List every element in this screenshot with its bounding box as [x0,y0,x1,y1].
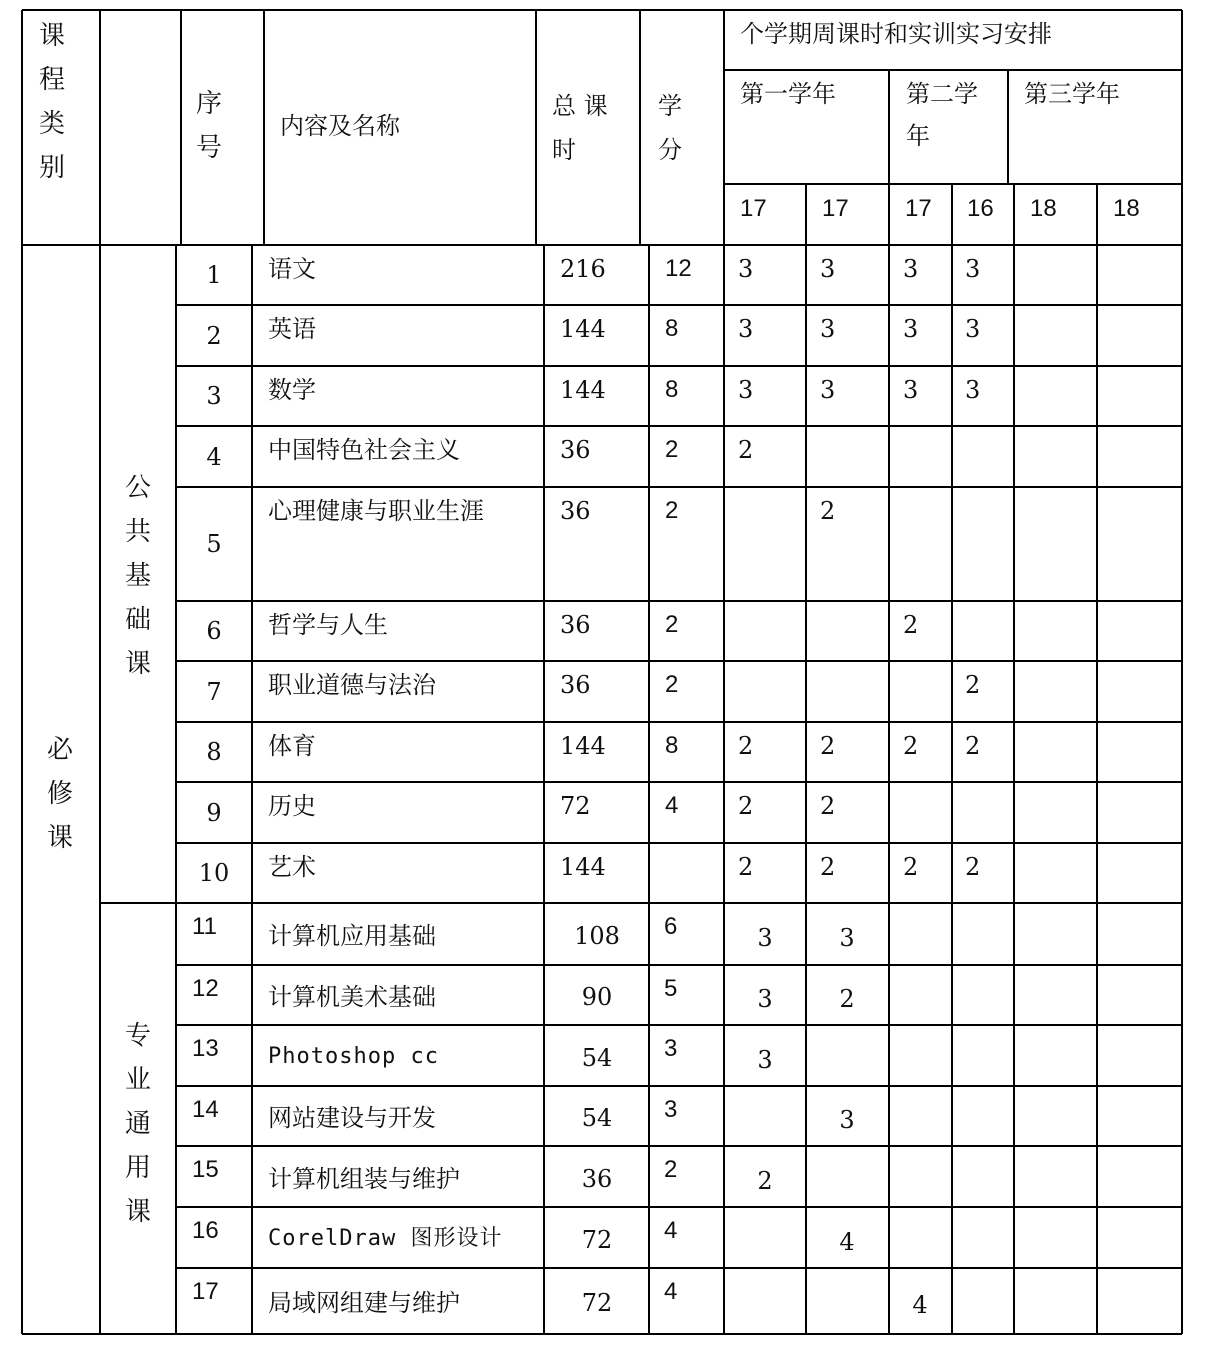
grid-line [176,1145,1182,1147]
credits: 5 [664,975,678,1002]
grid-line [1096,184,1098,245]
total-hours: 36 [560,497,591,525]
semester-hours: 3 [965,376,981,404]
semester-hours: 3 [820,315,836,343]
grid-line [176,1024,1182,1026]
semester-hours: 2 [820,732,836,760]
total-hours: 54 [581,1104,613,1132]
row-number: 12 [192,975,219,1002]
year3-header: 第三学年 [1024,80,1120,108]
row-number: 13 [192,1035,219,1062]
grid-line [176,486,1182,488]
grid-line [1096,245,1098,1334]
credits: 8 [665,732,679,759]
course-name: 中国特色社会主义 [268,436,460,464]
grid-line [176,425,1182,427]
semester-hours: 2 [820,853,836,881]
week-count: 17 [740,195,767,222]
semester-hours: 3 [903,255,919,283]
total-hours: 54 [581,1043,613,1072]
grid-line [21,10,23,1334]
semester-hours: 3 [757,1045,773,1074]
semester-hours: 2 [965,853,981,881]
semester-hours: 3 [757,985,773,1013]
row-number: 2 [206,321,222,350]
grid-line [176,1267,1182,1269]
total-hours: 36 [581,1164,613,1193]
credits: 4 [664,1217,678,1244]
course-name: 历史 [268,792,316,820]
row-number: 3 [206,382,222,410]
grid-line [723,10,725,245]
credits: 2 [665,611,679,638]
row-number: 1 [206,261,222,289]
semester-hours: 3 [839,1106,855,1134]
credits: 4 [664,1278,678,1305]
semester-hours: 2 [903,611,919,639]
semester-hours: 3 [820,255,836,283]
course-name: 体育 [268,732,316,760]
grid-line [951,245,953,1334]
course-name: 计算机美术基础 [268,983,436,1011]
row-number: 4 [206,442,222,471]
semester-hours: 2 [903,732,919,760]
total-hours: 72 [581,1225,613,1254]
semester-hours: 3 [965,315,981,343]
semester-hours: 3 [738,255,754,283]
grid-line [175,245,177,1334]
grid-line [805,245,807,1334]
grid-line [888,70,890,245]
credits: 8 [665,315,679,342]
grid-line [99,245,101,1334]
course-name: 网站建设与开发 [268,1104,436,1132]
grid-line [176,1206,1182,1208]
credits: 12 [665,255,692,282]
hours-header-2: 时 [552,136,576,164]
row-number: 7 [206,677,222,706]
semester-hours: 2 [965,671,981,699]
grid-line [1007,70,1009,184]
semester-hours: 3 [757,924,773,952]
total-hours: 216 [560,255,606,283]
credits-header: 学 [658,92,682,120]
credits: 6 [664,913,678,940]
row-number: 8 [206,738,222,766]
course-name: 语文 [268,255,316,283]
semester-hours: 3 [965,255,981,283]
grid-line [888,245,890,1334]
semester-hours: 2 [839,985,855,1013]
semester-hours: 2 [820,497,836,525]
credits: 4 [665,792,679,819]
grid-line [99,10,101,245]
category-header: 课 程 类 别 [38,21,65,183]
credits: 2 [664,1156,678,1183]
total-hours: 36 [560,611,591,639]
grid-line [724,183,1182,185]
semester-hours: 3 [738,376,754,404]
row-number: 11 [192,913,217,940]
semester-hours: 4 [839,1227,855,1256]
course-name: 数学 [268,376,316,404]
semester-hours: 2 [738,732,754,760]
total-hours: 144 [560,853,606,881]
grid-line [1181,10,1183,1334]
semester-hours: 2 [738,853,754,881]
course-name: CorelDraw 图形设计 [268,1225,503,1251]
credits: 2 [665,671,679,698]
week-count: 17 [905,195,932,222]
course-name: 哲学与人生 [268,611,388,639]
grid-line [180,10,182,245]
grid-line [22,1333,1182,1335]
total-hours: 72 [560,792,591,820]
row-number: 9 [206,798,222,827]
hours-header: 总 课 [552,92,608,120]
grid-line [176,600,1182,602]
professional-general-group-label: 专 业 通 用 课 [124,1021,151,1227]
credits: 2 [665,497,679,524]
grid-line [176,660,1182,662]
week-count: 16 [967,195,994,222]
semester-hours: 3 [839,924,855,952]
semester-hours: 2 [738,436,754,464]
row-number: 16 [192,1217,219,1244]
credits: 8 [665,376,679,403]
course-name: 心理健康与职业生涯 [268,497,484,525]
semester-hours: 2 [757,1166,773,1195]
course-name: 艺术 [268,853,316,881]
week-count: 18 [1030,195,1057,222]
schedule-title: 个学期周课时和实训实习安排 [740,20,1052,48]
semester-hours: 4 [912,1291,928,1319]
row-number: 5 [206,530,222,558]
name-header: 内容及名称 [280,112,400,140]
grid-line [22,244,1182,246]
number-header: 序 号 [195,89,222,163]
year2-header: 第二学 [906,80,978,108]
grid-line [176,365,1182,367]
credits-header-2: 分 [658,136,682,164]
public-basic-group-label: 公 共 基 础 课 [124,473,151,679]
year2-header-2: 年 [906,122,930,150]
grid-line [543,245,545,1334]
course-name: 计算机应用基础 [268,922,436,950]
category-label: 必 修 课 [46,735,73,853]
total-hours: 36 [560,436,591,464]
grid-line [535,10,537,245]
semester-hours: 2 [820,792,836,820]
course-name: 英语 [268,315,316,343]
grid-line [176,781,1182,783]
year1-header: 第一学年 [740,80,836,108]
grid-line [176,842,1182,844]
semester-hours: 3 [903,315,919,343]
semester-hours: 3 [903,376,919,404]
course-name: Photoshop cc [268,1043,439,1069]
week-count: 17 [822,195,849,222]
grid-line [724,69,1182,71]
semester-hours: 2 [903,853,919,881]
week-count: 18 [1113,195,1140,222]
total-hours: 144 [560,732,606,760]
grid-line [176,304,1182,306]
grid-line [176,902,1182,904]
course-name: 计算机组装与维护 [268,1164,460,1193]
row-number: 10 [198,859,230,887]
total-hours: 90 [581,983,613,1011]
credits: 3 [664,1035,678,1062]
grid-line [100,902,176,904]
total-hours: 36 [560,671,591,699]
semester-hours: 2 [738,792,754,820]
total-hours: 108 [574,922,620,950]
grid-line [723,245,725,1334]
course-name: 局域网组建与维护 [268,1289,460,1317]
grid-line [176,964,1182,966]
row-number: 6 [206,617,222,645]
grid-line [176,721,1182,723]
semester-hours: 2 [965,732,981,760]
grid-line [251,245,253,1334]
grid-line [639,10,641,245]
grid-line [1013,184,1015,245]
course-name: 职业道德与法治 [268,671,436,699]
row-number: 14 [192,1096,219,1123]
credits: 3 [664,1096,678,1123]
grid-line [263,10,265,245]
grid-line [951,184,953,245]
grid-line [805,184,807,245]
grid-line [176,1085,1182,1087]
semester-hours: 3 [738,315,754,343]
row-number: 17 [192,1278,219,1305]
grid-line [648,245,650,1334]
grid-line [1013,245,1015,1334]
grid-line [22,9,1182,11]
total-hours: 144 [560,376,606,404]
total-hours: 144 [560,315,606,343]
semester-hours: 3 [820,376,836,404]
total-hours: 72 [581,1289,613,1317]
credits: 2 [665,436,679,463]
row-number: 15 [192,1156,219,1183]
